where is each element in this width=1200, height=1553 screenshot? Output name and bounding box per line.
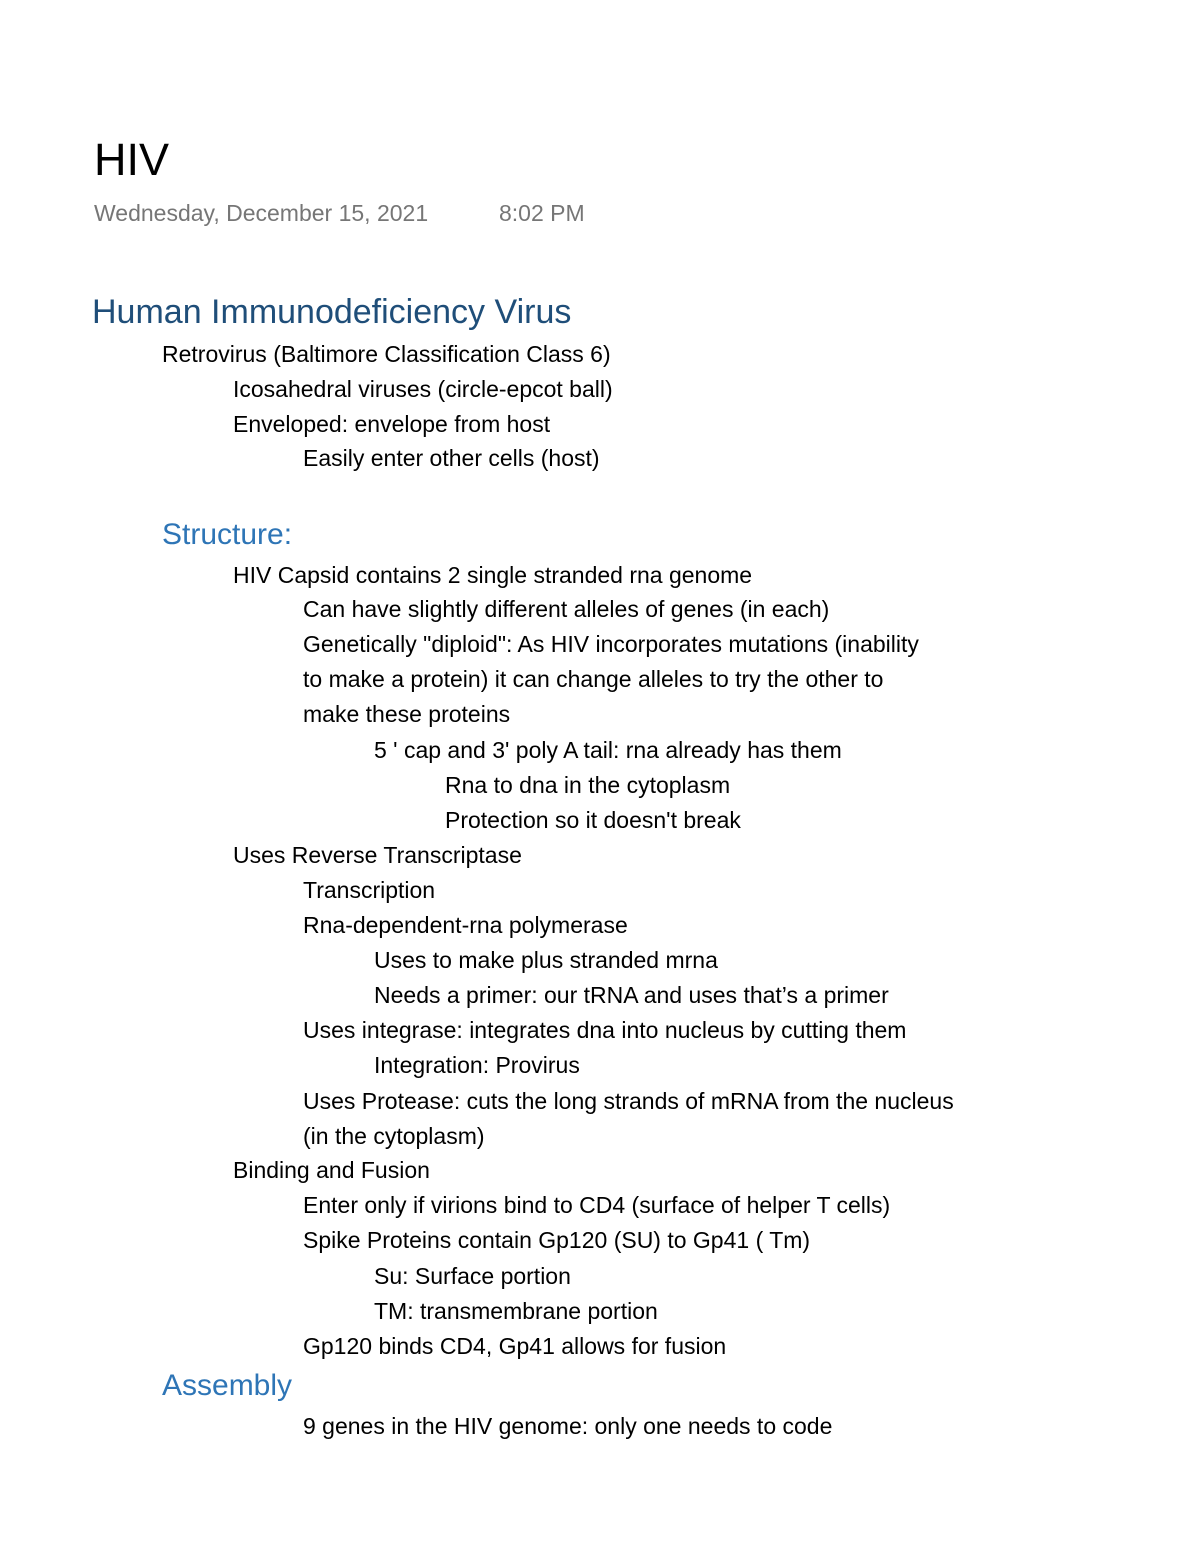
note-line: make these proteins (303, 701, 511, 727)
note-line: Genetically "diploid": As HIV incorporates mutations (inability (303, 631, 919, 657)
note-line: Su: Surface portion (374, 1263, 571, 1289)
note-line: (in the cytoplasm) (303, 1123, 485, 1149)
note-line: Icosahedral viruses (circle-epcot ball) (233, 376, 613, 402)
note-line: Easily enter other cells (host) (303, 445, 600, 471)
note-line: Can have slightly different alleles of genes (in each) (303, 596, 830, 622)
note-line: Uses Reverse Transcriptase (233, 842, 522, 868)
note-line: Enter only if virions bind to CD4 (surface of helper T cells) (303, 1192, 891, 1218)
heading-assembly: Assembly (162, 1369, 293, 1402)
note-line: Integration: Provirus (374, 1052, 580, 1078)
note-line: to make a protein) it can change alleles to try the other to (303, 666, 884, 692)
note-line: Retrovirus (Baltimore Classification Class 6) (162, 341, 611, 367)
note-line: Spike Proteins contain Gp120 (SU) to Gp41 ( Tm) (303, 1227, 811, 1253)
page-date: Wednesday, December 15, 2021 (94, 200, 429, 226)
page-time: 8:02 PM (499, 200, 585, 226)
note-line: Rna to dna in the cytoplasm (445, 772, 731, 798)
note-line: Binding and Fusion (233, 1157, 430, 1183)
note-line: Enveloped: envelope from host (233, 411, 551, 437)
page-title: HIV (94, 134, 170, 185)
note-line: TM: transmembrane portion (374, 1298, 658, 1324)
heading-structure: Structure: (162, 518, 293, 551)
note-line: Uses integrase: integrates dna into nucleus by cutting them (303, 1017, 907, 1043)
note-line: Transcription (303, 877, 436, 903)
note-line: Protection so it doesn't break (445, 807, 741, 833)
heading-human-immunodeficiency-virus: Human Immunodeficiency Virus (92, 293, 572, 331)
note-line: Uses Protease: cuts the long strands of mRNA from the nucleus (303, 1088, 954, 1114)
note-line: 5 ' cap and 3' poly A tail: rna already has them (374, 737, 842, 763)
note-line: 9 genes in the HIV genome: only one needs to code (303, 1413, 833, 1439)
note-line: Rna-dependent-rna polymerase (303, 912, 628, 938)
note-line: HIV Capsid contains 2 single stranded rna genome (233, 562, 753, 588)
page-timestamp (94, 199, 585, 227)
note-line: Needs a primer: our tRNA and uses that’s a primer (374, 982, 889, 1008)
note-line: Gp120 binds CD4, Gp41 allows for fusion (303, 1333, 727, 1359)
note-line: Uses to make plus stranded mrna (374, 947, 718, 973)
